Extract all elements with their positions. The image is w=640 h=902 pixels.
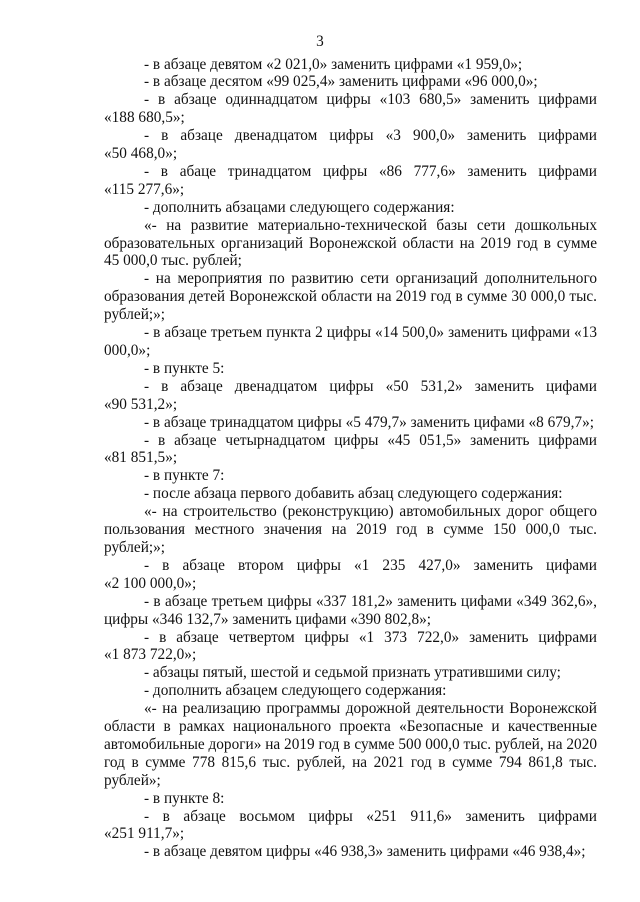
paragraph: - после абзаца первого добавить абзац следующего содержания: <box>144 485 563 503</box>
paragraph: «1 873 722,0»; <box>104 646 197 664</box>
paragraph: - абзацы пятый, шестой и седьмой признать утратившими силу; <box>144 664 561 682</box>
paragraph: «251 911,7»; <box>104 825 185 843</box>
paragraph: «- на строительство (реконструкцию) автомобильных дорог общего пользования местного значения на 2019 год в сумме 150 000,0 тыс. рублей;»; <box>104 503 597 556</box>
paragraph: - в абаце тринадцатом цифры «86 777,6» заменить цифрами <box>144 162 597 180</box>
paragraph: «81 851,5»; <box>104 449 178 467</box>
paragraph: - в пункте 5: <box>144 359 225 377</box>
paragraph: - на мероприятия по развитию сети организаций дополнительного образования детей Воронежской области на 2019 год в сумме 30 000,0 тыс. рублей;»; <box>104 270 597 324</box>
paragraph: - в абзаце одиннадцатом цифры «103 680,5» заменить цифрами <box>144 91 597 109</box>
paragraph: «- на реализацию программы дорожной деятельности Воронежской области в рамках национального проекта «Безопасные и качественные автомобильные дороги» на 2019 год в сумме 500 000,0 тыс. рублей, на 2020 год в сумме 778 815,6 тыс. рублей, на 2021 год в сумме 794 861,8 тыс. рублей»; <box>104 700 597 789</box>
paragraph: - в абзаце десятом «99 025,4» заменить цифрами «96 000,0»; <box>144 73 538 91</box>
paragraph: «- на развитие материально-технической базы сети дошкольных образовательных организаций Воронежской области на 2019 год в сумме 45 000,0 тыс. рублей; <box>104 216 597 270</box>
document-body <box>104 56 597 862</box>
paragraph: - в абзаце двенадцатом цифры «3 900,0» заменить цифрами <box>144 127 597 145</box>
paragraph: «188 680,5»; <box>104 109 185 127</box>
paragraph: - в абзаце четырнадцатом цифры «45 051,5» заменить цифрами <box>144 431 597 449</box>
paragraph: - в абзаце восьмом цифры «251 911,6» заменить цифрами <box>144 807 597 825</box>
paragraph: - в абзаце втором цифры «1 235 427,0» заменить цифами <box>144 556 597 574</box>
paragraph: - дополнить абзацами следующего содержания: <box>144 198 455 216</box>
paragraph: «115 277,6»; <box>104 180 185 198</box>
paragraph: - в пункте 7: <box>144 467 225 485</box>
paragraph: - в абзаце тринадцатом цифры «5 479,7» заменить цифами «8 679,7»; <box>144 413 594 431</box>
paragraph: - в абзаце третьем пункта 2 цифры «14 500,0» заменить цифрами «13 000,0»; <box>104 324 597 359</box>
paragraph: - в абзаце двенадцатом цифры «50 531,2» заменить цифами <box>144 377 597 395</box>
paragraph: - в абзаце девятом цифры «46 938,3» заменить цифрами «46 938,4»; <box>144 843 586 861</box>
paragraph: - в абзаце третьем цифры «337 181,2» заменить цифами «349 362,6», цифры «346 132,7» заменить цифами «390 802,8»; <box>104 592 597 628</box>
paragraph: - в абзаце четвертом цифры «1 373 722,0» заменить цифрами <box>144 628 597 646</box>
paragraph: «90 531,2»; <box>104 395 178 413</box>
paragraph: «2 100 000,0»; <box>104 574 197 592</box>
paragraph: - дополнить абзацем следующего содержания: <box>144 682 447 700</box>
paragraph: «50 468,0»; <box>104 145 178 163</box>
paragraph: - в пункте 8: <box>144 789 225 807</box>
paragraph: - в абзаце девятом «2 021,0» заменить цифрами «1 959,0»; <box>144 55 523 73</box>
page-number: 3 <box>316 33 324 50</box>
